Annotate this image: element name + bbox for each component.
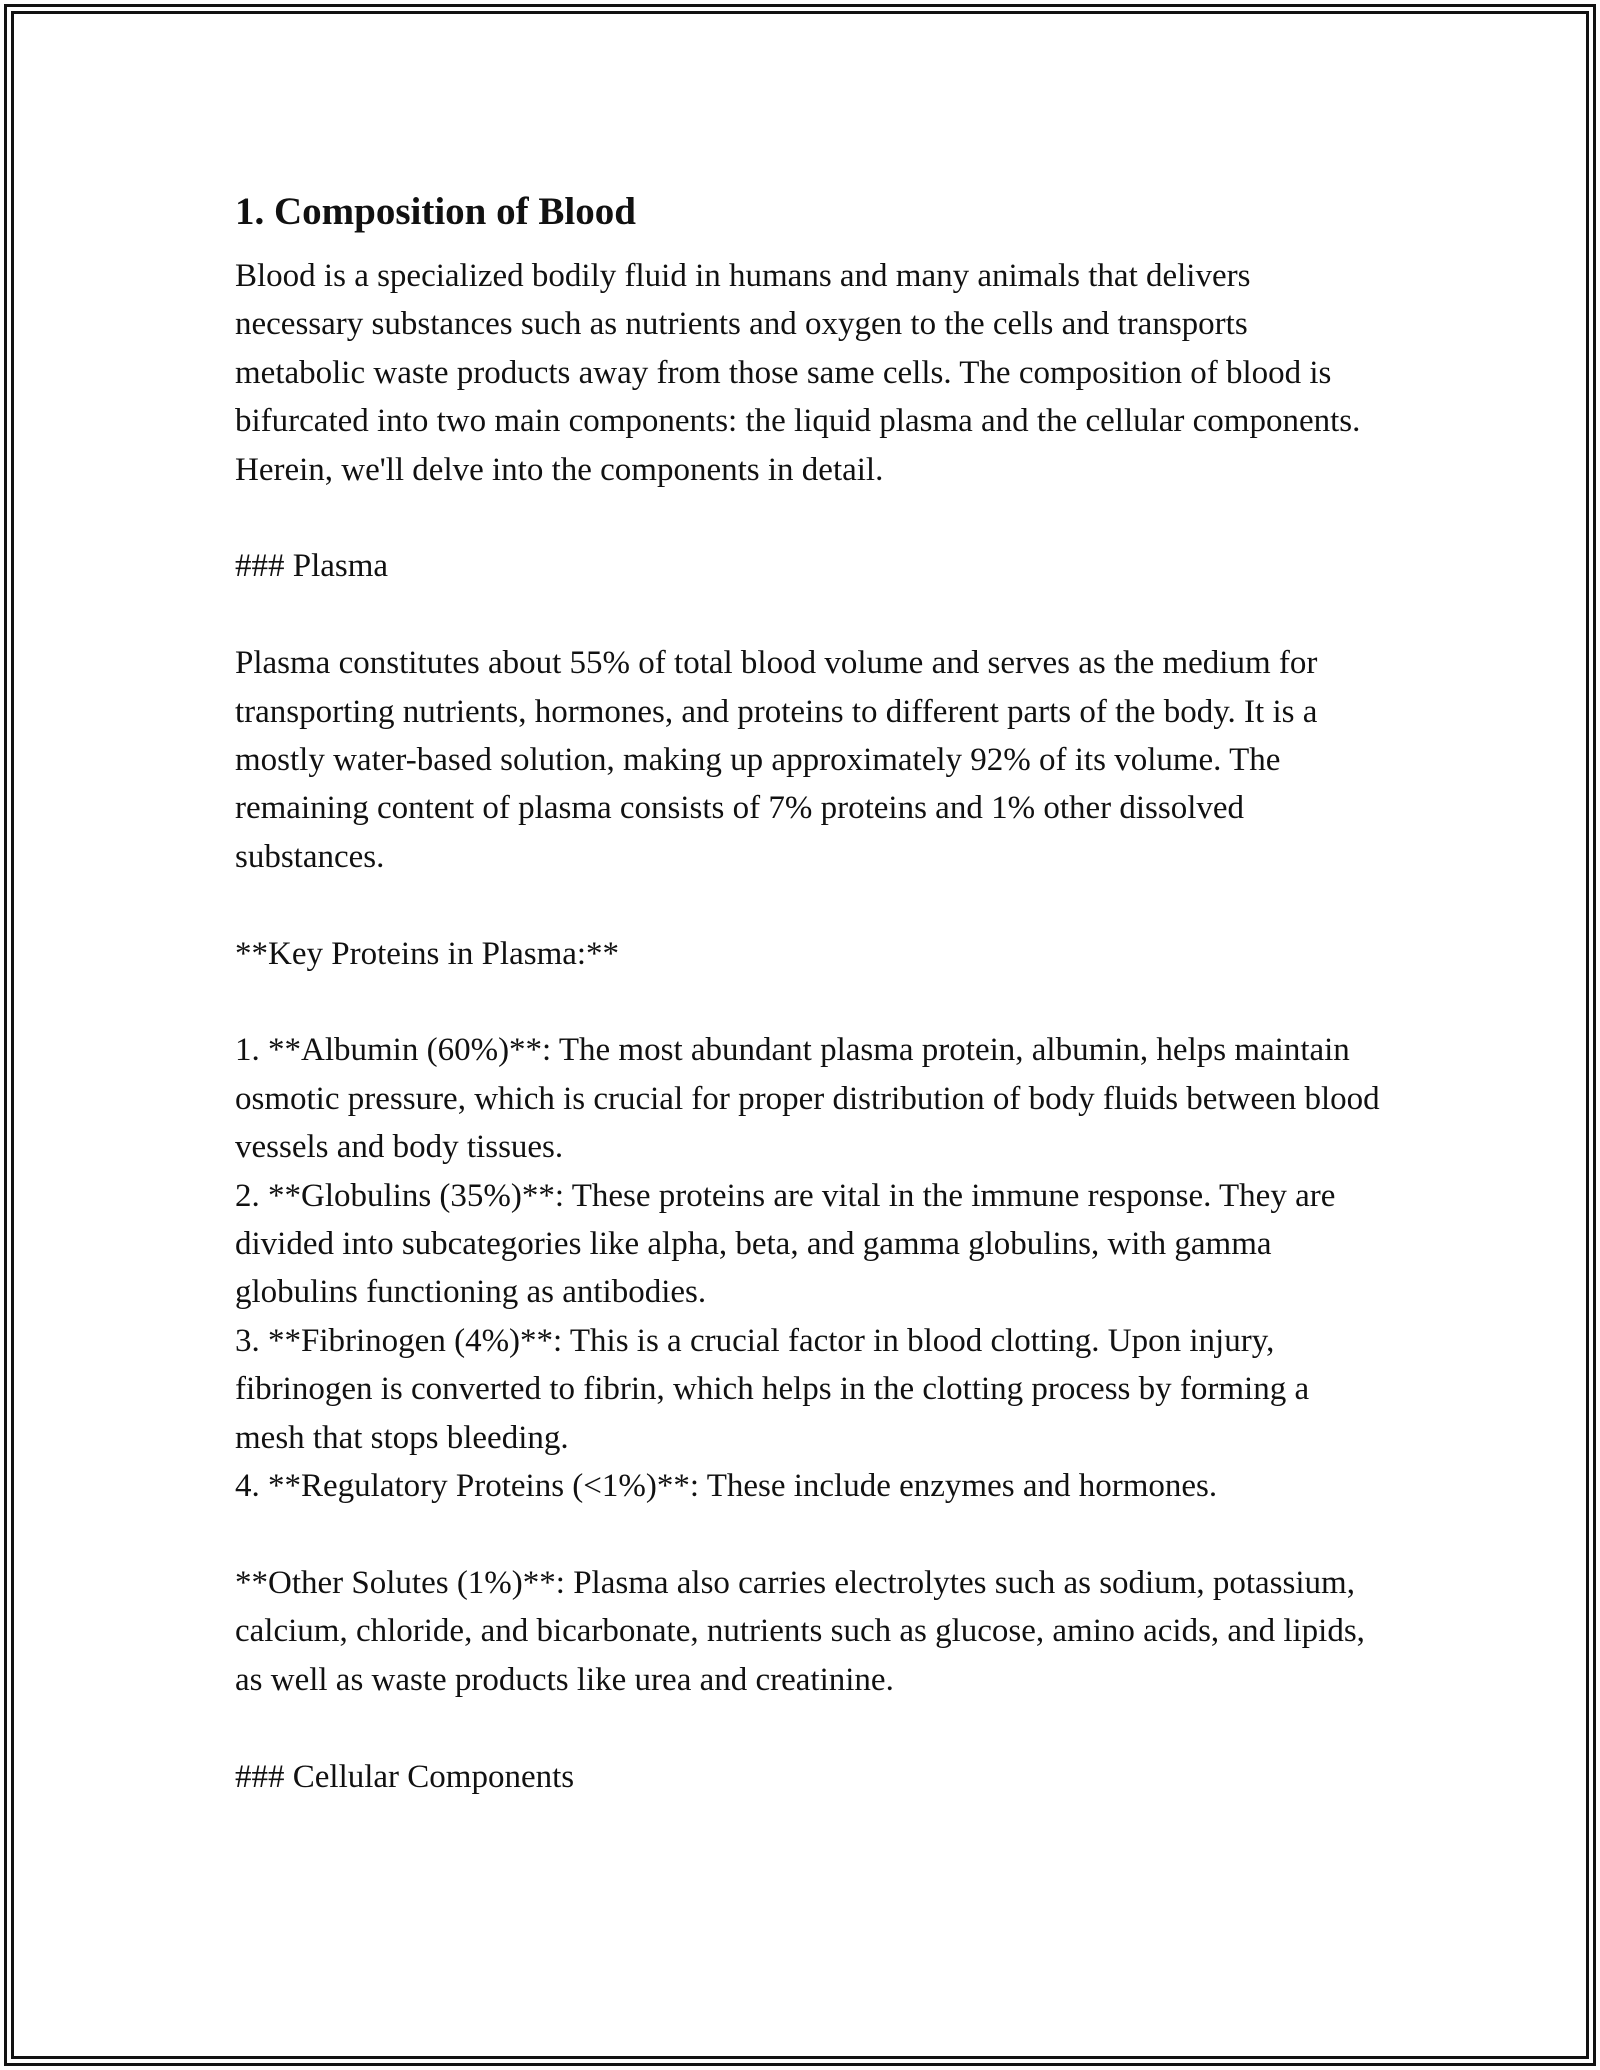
cellular-components-heading: ### Cellular Components xyxy=(235,1758,575,1795)
page-title: 1. Composition of Blood xyxy=(235,190,636,233)
document-body xyxy=(235,180,1385,1801)
plasma-heading: ### Plasma xyxy=(235,548,389,585)
other-solutes-paragraph: **Other Solutes (1%)**: Plasma also carries electrolytes such as sodium, potassium, calcium, chloride, and bicarbonate, nutrients such as glucose, amino acids, and lipids, as well as waste products like urea and creatinine. xyxy=(235,1564,1365,1698)
spacer xyxy=(235,1511,1385,1559)
plasma-paragraph: Plasma constitutes about 55% of total blood volume and serves as the medium for transporting nutrients, hormones, and proteins to different parts of the body. It is a mostly water-based solution, making up approximately 92% of its volume. The remaining content of plasma consists of 7% proteins and 1% other dissolved substances. xyxy=(235,645,1318,875)
protein-item-regulatory: 4. **Regulatory Proteins (<1%)**: These include enzymes and hormones. xyxy=(235,1468,1218,1505)
protein-item-globulins: 2. **Globulins (35%)**: These proteins are vital in the immune response. They are divided into subcategories like alpha, beta, and gamma globulins, with gamma globulins functioning as antibodies. xyxy=(235,1177,1336,1311)
key-proteins-heading: **Key Proteins in Plasma:** xyxy=(235,935,620,972)
intro-paragraph: Blood is a specialized bodily fluid in humans and many animals that delivers necessary substances such as nutrients and oxygen to the cells and transports metabolic waste products away from those same cells. The composition of blood is bifurcated into two main components: the liquid plasma and the cellular components. Herein, we'll delve into the components in detail. xyxy=(235,258,1361,488)
spacer xyxy=(235,978,1385,1026)
spacer xyxy=(235,881,1385,929)
protein-item-albumin: 1. **Albumin (60%)**: The most abundant plasma protein, albumin, helps maintain osmotic pressure, which is crucial for proper distribution of body fluids between blood vessels and body tissues. xyxy=(235,1032,1380,1166)
spacer xyxy=(235,591,1385,639)
spacer xyxy=(235,1704,1385,1752)
spacer xyxy=(235,494,1385,542)
protein-item-fibrinogen: 3. **Fibrinogen (4%)**: This is a crucial factor in blood clotting. Upon injury, fibrinogen is converted to fibrin, which helps in the clotting process by forming a mesh that stops bleeding. xyxy=(235,1322,1310,1456)
